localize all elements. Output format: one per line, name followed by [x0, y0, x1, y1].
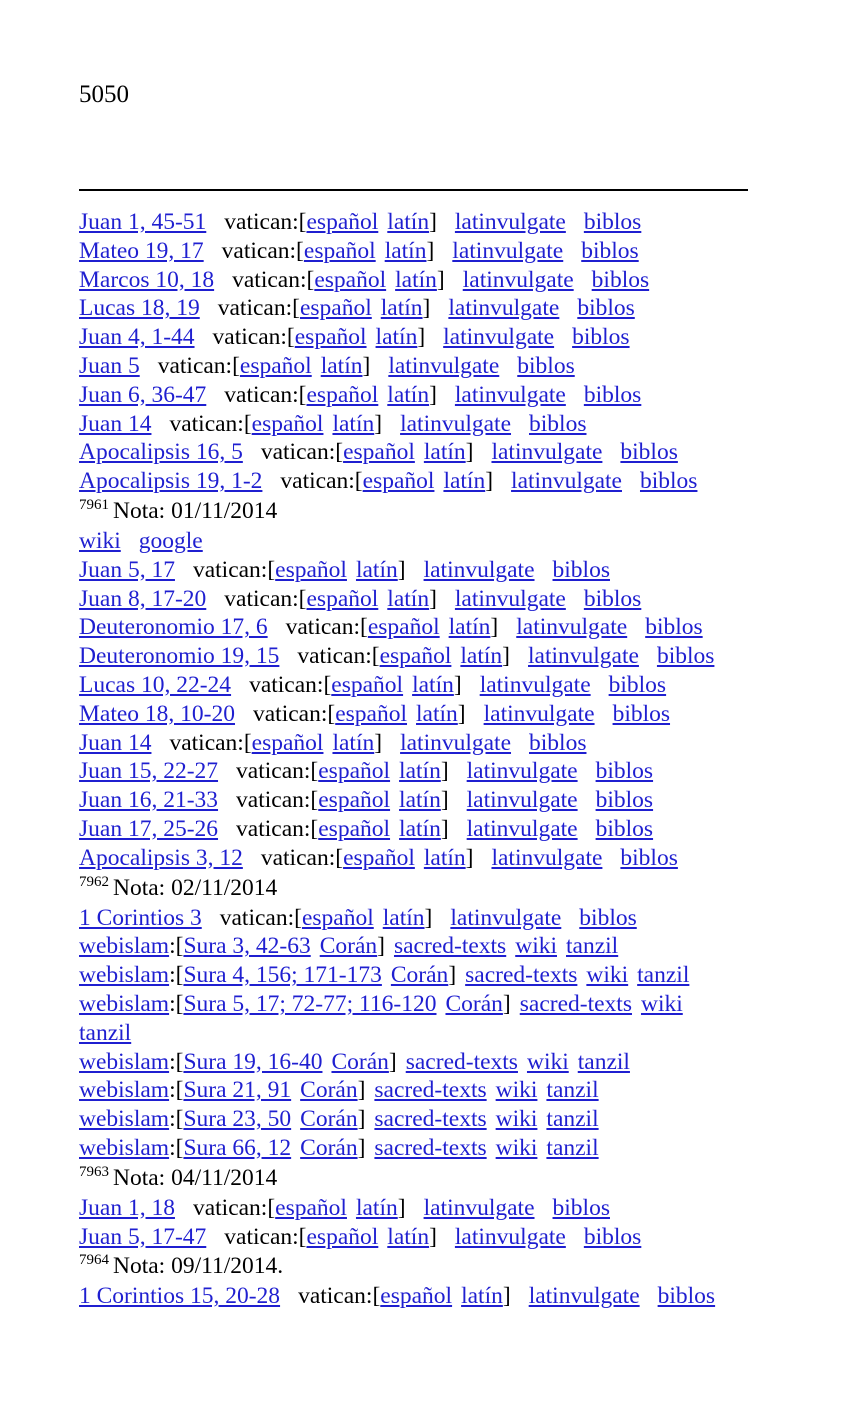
vatican-label: vatican:[: [224, 209, 307, 235]
vatican-espanol-link[interactable]: español: [343, 844, 415, 871]
bible-ref-line: [79, 1194, 749, 1223]
bible-ref-link[interactable]: Juan 14: [79, 729, 152, 756]
biblos-link[interactable]: biblos: [552, 556, 610, 583]
bible-ref-line: [79, 323, 749, 352]
bracket-close: ]: [426, 237, 435, 264]
sacred-texts-link[interactable]: sacred-texts: [374, 1106, 487, 1133]
bracket-close: ]: [362, 352, 371, 379]
bracket-close: ]: [374, 729, 383, 756]
bracket-close: ]: [440, 758, 449, 785]
bible-ref-line: [79, 700, 749, 729]
coran-link[interactable]: Corán: [300, 1077, 358, 1104]
vatican-label: vatican:[: [260, 439, 344, 466]
bible-ref-line: [79, 815, 749, 844]
vatican-label: vatican:[: [224, 585, 307, 612]
vatican-label: vatican:[: [260, 844, 344, 871]
footnote-date: Nota: 01/11/2014: [113, 497, 278, 524]
wiki-google-line: [79, 527, 749, 556]
vatican-latin-link[interactable]: latín: [416, 700, 458, 727]
latinvulgate-link[interactable]: latinvulgate: [448, 295, 560, 322]
biblos-link[interactable]: biblos: [595, 815, 654, 842]
bracket-close: ]: [377, 933, 385, 960]
coran-link[interactable]: Corán: [390, 962, 449, 989]
bracket-close: ]: [417, 324, 426, 351]
bible-ref-link[interactable]: Lucas 18, 19: [79, 295, 200, 322]
sura-ref-link[interactable]: Sura 3, 42-63: [183, 933, 311, 960]
webislam-link[interactable]: webislam: [79, 1134, 170, 1161]
bible-ref-link[interactable]: Juan 6, 36-47: [79, 381, 207, 408]
biblos-link[interactable]: biblos: [656, 643, 715, 670]
sura-ref-line: [79, 1048, 749, 1077]
bracket-close: ]: [502, 1283, 511, 1310]
latinvulgate-link[interactable]: latinvulgate: [466, 787, 578, 814]
vatican-label: vatican:[: [217, 295, 300, 322]
bible-ref-line: [79, 294, 749, 323]
biblos-link[interactable]: biblos: [529, 729, 587, 756]
footnote-7962: [79, 873, 749, 904]
bible-ref-link[interactable]: Juan 4, 1-44: [79, 324, 195, 351]
bible-ref-line: [79, 352, 749, 381]
vatican-espanol-link[interactable]: español: [306, 1223, 379, 1250]
footnote-7964: [79, 1251, 749, 1282]
biblos-link[interactable]: biblos: [579, 904, 637, 931]
bible-ref-line: [79, 381, 749, 410]
bible-ref-line: [79, 904, 749, 933]
vatican-label: vatican:[: [236, 787, 319, 814]
latinvulgate-link[interactable]: latinvulgate: [516, 614, 628, 641]
vatican-espanol-link[interactable]: español: [331, 671, 404, 698]
bible-ref-link[interactable]: Apocalipsis 16, 5: [79, 439, 243, 466]
sacred-texts-link[interactable]: sacred-texts: [519, 990, 632, 1017]
latinvulgate-link[interactable]: latinvulgate: [400, 410, 512, 437]
vatican-espanol-link[interactable]: español: [294, 324, 367, 351]
vatican-espanol-link[interactable]: español: [306, 209, 379, 235]
vatican-label: vatican:[: [232, 266, 315, 293]
bracket-close: ]: [448, 962, 457, 989]
sura-ref-line: [79, 1105, 749, 1134]
vatican-label: vatican:[: [298, 1283, 381, 1310]
bible-ref-link[interactable]: Lucas 10, 22-24: [79, 671, 232, 698]
sacred-texts-link[interactable]: sacred-texts: [374, 1077, 487, 1104]
biblos-link[interactable]: biblos: [595, 787, 654, 814]
bracket-close: ]: [502, 643, 510, 670]
colon-bracket: :[: [169, 1106, 184, 1133]
vatican-label: vatican:[: [192, 1194, 276, 1221]
bracket-close: ]: [424, 904, 433, 931]
vatican-latin-link[interactable]: latín: [387, 585, 430, 612]
bracket-close: ]: [374, 410, 383, 437]
vatican-espanol-link[interactable]: español: [318, 815, 391, 842]
latinvulgate-link[interactable]: latinvulgate: [454, 381, 566, 408]
latinvulgate-link[interactable]: latinvulgate: [454, 585, 566, 612]
sura-ref-line: [79, 1134, 749, 1163]
wiki-link[interactable]: wiki: [640, 990, 683, 1017]
biblos-link[interactable]: biblos: [645, 614, 703, 641]
sacred-texts-link[interactable]: sacred-texts: [405, 1048, 518, 1075]
vatican-latin-link[interactable]: latín: [355, 556, 398, 583]
footnote-date: Nota: 04/11/2014: [113, 1164, 278, 1191]
bible-ref-link[interactable]: Juan 15, 22-27: [79, 758, 219, 785]
bible-ref-line: [79, 729, 749, 758]
bible-ref-link[interactable]: Mateo 18, 10-20: [79, 700, 235, 727]
sura-ref-line-wrap: [79, 1019, 749, 1048]
bible-ref-link[interactable]: Juan 16, 21-33: [79, 787, 219, 814]
latinvulgate-link[interactable]: latinvulgate: [528, 1283, 640, 1310]
vatican-espanol-link[interactable]: español: [306, 381, 379, 408]
bracket-close: ]: [440, 815, 449, 842]
bible-ref-line: [79, 671, 749, 700]
vatican-label: vatican:[: [169, 410, 252, 437]
vatican-label: vatican:[: [219, 904, 302, 931]
coran-link[interactable]: Corán: [331, 1048, 389, 1075]
coran-link[interactable]: Corán: [319, 933, 378, 960]
bracket-close: ]: [453, 671, 462, 698]
footnote-divider: [79, 189, 748, 191]
tanzil-link[interactable]: tanzil: [546, 1106, 599, 1133]
bracket-close: ]: [436, 266, 445, 293]
vatican-espanol-link[interactable]: español: [251, 410, 324, 437]
bracket-close: ]: [422, 295, 431, 322]
colon-bracket: :[: [169, 1077, 184, 1104]
latinvulgate-link[interactable]: latinvulgate: [400, 729, 512, 756]
biblos-link[interactable]: biblos: [595, 758, 654, 785]
vatican-espanol-link[interactable]: español: [367, 614, 440, 641]
vatican-latin-link[interactable]: latín: [423, 844, 466, 871]
vatican-label: vatican:[: [297, 643, 380, 670]
biblos-link[interactable]: biblos: [657, 1283, 716, 1310]
bracket-close: ]: [397, 1194, 406, 1221]
bracket-close: ]: [490, 614, 499, 641]
vatican-label: vatican:[: [224, 1223, 307, 1250]
colon-bracket: :[: [169, 962, 184, 989]
vatican-latin-link[interactable]: latín: [395, 266, 437, 293]
sura-ref-line: [79, 932, 749, 961]
latinvulgate-link[interactable]: latinvulgate: [443, 324, 555, 351]
biblos-link[interactable]: biblos: [639, 468, 698, 495]
vatican-espanol-link[interactable]: español: [314, 266, 387, 293]
vatican-latin-link[interactable]: latín: [332, 410, 375, 437]
bible-ref-line: [79, 757, 749, 786]
vatican-espanol-link[interactable]: español: [343, 439, 415, 466]
latinvulgate-link[interactable]: latinvulgate: [466, 815, 578, 842]
latinvulgate-link[interactable]: latinvulgate: [454, 209, 566, 235]
latinvulgate-link[interactable]: latinvulgate: [423, 556, 535, 583]
vatican-latin-link[interactable]: latín: [460, 643, 503, 670]
biblos-link[interactable]: biblos: [583, 585, 642, 612]
wiki-link[interactable]: wiki: [495, 1077, 538, 1104]
bible-ref-line: [79, 266, 749, 295]
wiki-link[interactable]: wiki: [79, 527, 121, 554]
biblos-link[interactable]: biblos: [577, 295, 635, 322]
bible-block-5: [79, 1282, 749, 1311]
vatican-latin-link[interactable]: latín: [332, 729, 375, 756]
sura-ref-line: [79, 990, 749, 1019]
bible-ref-line: [79, 467, 749, 496]
vatican-espanol-link[interactable]: español: [318, 758, 391, 785]
latinvulgate-link[interactable]: latinvulgate: [491, 439, 603, 466]
vatican-espanol-link[interactable]: español: [239, 352, 312, 379]
vatican-latin-link[interactable]: latín: [423, 439, 466, 466]
webislam-link[interactable]: webislam: [79, 990, 170, 1017]
vatican-label: vatican:[: [253, 700, 336, 727]
footnote-number: 7963: [79, 1163, 109, 1180]
sura-ref-link[interactable]: Sura 21, 91: [183, 1077, 292, 1104]
bible-ref-line: [79, 556, 749, 585]
sacred-texts-link[interactable]: sacred-texts: [374, 1134, 487, 1161]
bible-ref-line: [79, 642, 749, 671]
bible-ref-link[interactable]: Deuteronomio 19, 15: [79, 643, 280, 670]
bracket-close: ]: [485, 468, 494, 495]
bracket-close: ]: [429, 209, 437, 235]
coran-link[interactable]: Corán: [300, 1134, 358, 1161]
bracket-close: ]: [397, 556, 406, 583]
tanzil-link[interactable]: tanzil: [637, 962, 690, 989]
bible-block-3: [79, 904, 749, 933]
wiki-link[interactable]: wiki: [526, 1048, 569, 1075]
bracket-close: ]: [357, 1106, 366, 1133]
latinvulgate-link[interactable]: latinvulgate: [454, 1223, 566, 1250]
vatican-label: vatican:[: [157, 352, 240, 379]
biblos-link[interactable]: biblos: [608, 671, 667, 698]
vatican-espanol-link[interactable]: español: [251, 729, 324, 756]
vatican-latin-link[interactable]: latín: [387, 381, 430, 408]
bracket-close: ]: [429, 381, 437, 408]
tanzil-link[interactable]: tanzil: [546, 1077, 599, 1104]
bracket-close: ]: [440, 787, 449, 814]
vatican-label: vatican:[: [212, 324, 295, 351]
vatican-latin-link[interactable]: latín: [448, 614, 491, 641]
bible-ref-line: [79, 613, 749, 642]
footnote-date: Nota: 09/11/2014.: [113, 1253, 284, 1280]
vatican-latin-link[interactable]: latín: [443, 468, 486, 495]
wiki-link[interactable]: wiki: [586, 962, 629, 989]
bible-ref-line: [79, 844, 749, 873]
vatican-latin-link[interactable]: latín: [399, 758, 441, 785]
latinvulgate-link[interactable]: latinvulgate: [462, 266, 574, 293]
bracket-close: ]: [357, 1134, 366, 1161]
vatican-espanol-link[interactable]: español: [275, 556, 347, 583]
vatican-latin-link[interactable]: latín: [375, 324, 418, 351]
webislam-link[interactable]: webislam: [79, 1048, 170, 1075]
vatican-latin-link[interactable]: latín: [399, 787, 441, 814]
vatican-espanol-link[interactable]: español: [306, 585, 379, 612]
bible-ref-line: [79, 237, 749, 266]
webislam-link[interactable]: webislam: [79, 933, 170, 960]
vatican-label: vatican:[: [285, 614, 368, 641]
sacred-texts-link[interactable]: sacred-texts: [393, 933, 507, 960]
biblos-link[interactable]: biblos: [572, 324, 630, 351]
biblos-link[interactable]: biblos: [620, 439, 678, 466]
sura-ref-line: [79, 961, 749, 990]
bible-ref-line: [79, 208, 749, 237]
latinvulgate-link[interactable]: latinvulgate: [511, 468, 622, 495]
vatican-label: vatican:[: [236, 758, 319, 785]
webislam-link[interactable]: webislam: [79, 1077, 170, 1104]
latinvulgate-link[interactable]: latinvulgate: [491, 844, 603, 871]
vatican-label: vatican:[: [192, 556, 276, 583]
vatican-espanol-link[interactable]: español: [303, 237, 376, 264]
bible-ref-line: [79, 410, 749, 439]
bible-ref-link[interactable]: Juan 1, 45-51: [79, 209, 207, 235]
bible-ref-line: [79, 1282, 749, 1311]
google-link[interactable]: google: [138, 527, 203, 554]
webislam-link[interactable]: webislam: [79, 1106, 170, 1133]
wiki-link[interactable]: wiki: [495, 1134, 538, 1161]
vatican-label: vatican:[: [224, 381, 307, 408]
coran-link[interactable]: Corán: [300, 1106, 358, 1133]
vatican-latin-link[interactable]: latín: [355, 1194, 398, 1221]
sura-block: [79, 932, 749, 1162]
bracket-close: ]: [502, 990, 511, 1017]
bracket-close: ]: [457, 700, 466, 727]
latinvulgate-link[interactable]: latinvulgate: [452, 237, 564, 264]
coran-link[interactable]: Corán: [445, 990, 503, 1017]
tanzil-link[interactable]: tanzil: [79, 1019, 132, 1046]
biblos-link[interactable]: biblos: [612, 700, 671, 727]
webislam-link[interactable]: webislam: [79, 962, 170, 989]
bible-block-4: [79, 1194, 749, 1252]
biblos-link[interactable]: biblos: [529, 410, 587, 437]
biblos-link[interactable]: biblos: [591, 266, 650, 293]
footnote-list: [79, 208, 749, 1311]
vatican-latin-link[interactable]: latín: [461, 1283, 503, 1310]
bible-ref-link[interactable]: Juan 5, 17-47: [79, 1223, 207, 1250]
bracket-close: ]: [465, 439, 474, 466]
bracket-close: ]: [388, 1048, 397, 1075]
bible-ref-link[interactable]: Juan 5: [79, 352, 140, 379]
latinvulgate-link[interactable]: latinvulgate: [479, 671, 591, 698]
latinvulgate-link[interactable]: latinvulgate: [528, 643, 639, 670]
bible-block-2: [79, 556, 749, 873]
biblos-link[interactable]: biblos: [583, 381, 642, 408]
vatican-latin-link[interactable]: latín: [380, 295, 423, 322]
bible-ref-link[interactable]: Juan 5, 17: [79, 556, 175, 583]
bible-ref-link[interactable]: Deuteronomio 17, 6: [79, 614, 268, 641]
footnote-7963: [79, 1163, 749, 1194]
sura-ref-link[interactable]: Sura 19, 16-40: [183, 1048, 323, 1075]
sura-ref-line: [79, 1076, 749, 1105]
bracket-close: ]: [429, 585, 437, 612]
bracket-close: ]: [465, 844, 474, 871]
footnote-7961: [79, 496, 749, 527]
sura-ref-link[interactable]: Sura 23, 50: [183, 1106, 292, 1133]
bracket-close: ]: [357, 1077, 366, 1104]
wiki-link[interactable]: wiki: [495, 1106, 538, 1133]
vatican-espanol-link[interactable]: español: [301, 904, 374, 931]
biblos-link[interactable]: biblos: [581, 237, 639, 264]
bible-ref-link[interactable]: Juan 17, 25-26: [79, 815, 219, 842]
bible-ref-link[interactable]: Juan 8, 17-20: [79, 585, 207, 612]
footnote-number: 7962: [79, 873, 109, 890]
sura-ref-link[interactable]: Sura 5, 17; 72-77; 116-120: [183, 990, 437, 1017]
vatican-latin-link[interactable]: latín: [387, 209, 430, 235]
sacred-texts-link[interactable]: sacred-texts: [465, 962, 578, 989]
vatican-latin-link[interactable]: latín: [384, 237, 427, 264]
footnote-date: Nota: 02/11/2014: [113, 874, 278, 901]
tanzil-link[interactable]: tanzil: [566, 933, 619, 960]
vatican-espanol-link[interactable]: español: [379, 643, 452, 670]
bible-ref-link[interactable]: 1 Corintios 3: [79, 904, 202, 931]
bible-ref-line: [79, 585, 749, 614]
latinvulgate-link[interactable]: latinvulgate: [466, 758, 578, 785]
bracket-close: ]: [429, 1223, 437, 1250]
vatican-espanol-link[interactable]: español: [275, 1194, 347, 1221]
bible-ref-line: [79, 786, 749, 815]
biblos-link[interactable]: biblos: [517, 352, 575, 379]
colon-bracket: :[: [169, 933, 184, 960]
bible-ref-link[interactable]: Mateo 19, 17: [79, 237, 204, 264]
vatican-latin-link[interactable]: latín: [399, 815, 441, 842]
vatican-espanol-link[interactable]: español: [318, 787, 391, 814]
vatican-label: vatican:[: [249, 671, 332, 698]
colon-bracket: :[: [169, 1134, 184, 1161]
footnote-number: 7964: [79, 1252, 109, 1269]
bible-block-1: [79, 208, 749, 496]
tanzil-link[interactable]: tanzil: [577, 1048, 630, 1075]
biblos-link[interactable]: biblos: [583, 1223, 642, 1250]
vatican-espanol-link[interactable]: español: [362, 468, 435, 495]
bible-ref-line: [79, 1223, 749, 1252]
bible-ref-link[interactable]: Marcos 10, 18: [79, 266, 215, 293]
sura-ref-link[interactable]: Sura 66, 12: [183, 1134, 292, 1161]
vatican-label: vatican:[: [169, 729, 252, 756]
latinvulgate-link[interactable]: latinvulgate: [483, 700, 595, 727]
biblos-link[interactable]: biblos: [583, 209, 642, 235]
vatican-latin-link[interactable]: latín: [412, 671, 454, 698]
bible-ref-link[interactable]: Apocalipsis 3, 12: [79, 844, 243, 871]
vatican-espanol-link[interactable]: español: [299, 295, 372, 322]
vatican-latin-link[interactable]: latín: [382, 904, 425, 931]
bible-ref-link[interactable]: 1 Corintios 15, 20-28: [79, 1283, 281, 1310]
vatican-latin-link[interactable]: latín: [320, 352, 363, 379]
colon-bracket: :[: [169, 1048, 184, 1075]
colon-bracket: :[: [169, 990, 184, 1017]
biblos-link[interactable]: biblos: [620, 844, 678, 871]
wiki-link[interactable]: wiki: [515, 933, 557, 960]
sura-ref-link[interactable]: Sura 4, 156; 171-173: [183, 962, 382, 989]
vatican-latin-link[interactable]: latín: [387, 1223, 430, 1250]
vatican-label: vatican:[: [236, 815, 319, 842]
latinvulgate-link[interactable]: latinvulgate: [423, 1194, 535, 1221]
footnote-number: 7961: [79, 496, 109, 513]
tanzil-link[interactable]: tanzil: [546, 1134, 599, 1161]
bible-ref-link[interactable]: Apocalipsis 19, 1-2: [79, 468, 263, 495]
bible-ref-link[interactable]: Juan 14: [79, 410, 152, 437]
page-number: 5050: [79, 81, 129, 108]
vatican-label: vatican:[: [221, 237, 304, 264]
vatican-label: vatican:[: [280, 468, 363, 495]
biblos-link[interactable]: biblos: [552, 1194, 610, 1221]
latinvulgate-link[interactable]: latinvulgate: [450, 904, 562, 931]
bible-ref-line: [79, 438, 749, 467]
vatican-espanol-link[interactable]: español: [380, 1283, 453, 1310]
vatican-espanol-link[interactable]: español: [335, 700, 408, 727]
bible-ref-link[interactable]: Juan 1, 18: [79, 1194, 175, 1221]
latinvulgate-link[interactable]: latinvulgate: [388, 352, 500, 379]
